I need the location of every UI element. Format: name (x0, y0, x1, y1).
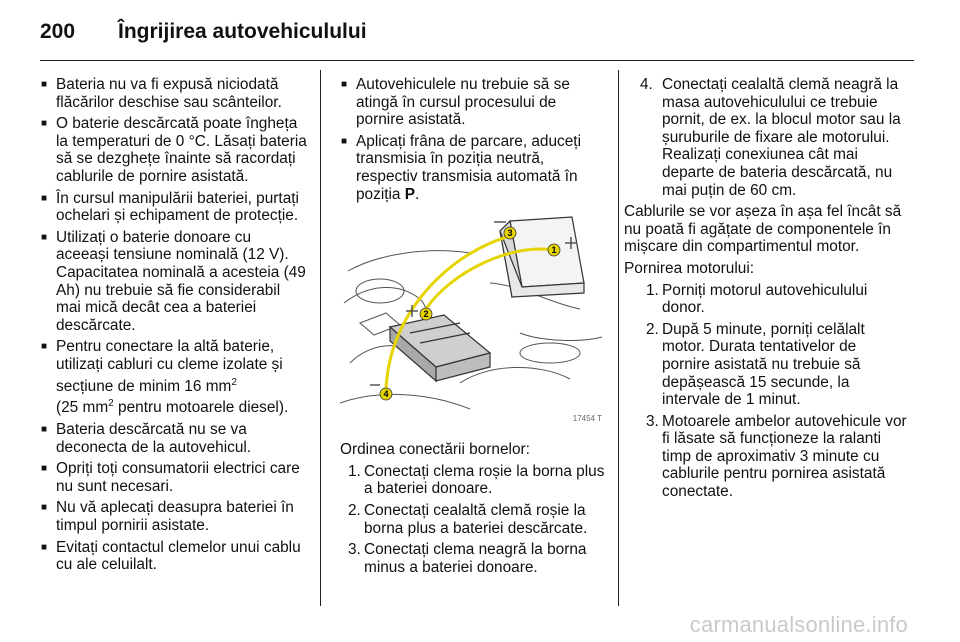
list-item: 1. Conectați clema roșie la borna plus a bateriei donoare. (348, 462, 605, 498)
start-steps (624, 282, 908, 501)
list-item: ■ Opriți toți consumatorii electrici care nu sunt necesari. (40, 460, 308, 495)
list-item: ■ Bateria descărcată nu se va deconecta de la autovehicul. (40, 421, 308, 456)
page-title: Îngrijirea autovehiculului (118, 20, 367, 43)
callout-2: 2 (423, 309, 429, 320)
list-item: ■ O baterie descărcată poate îngheța la temperaturi de 0 °C. Lăsați bateria să se dezghețe înainte să racordați cablurile de pornire asistată. (40, 115, 308, 185)
page-header (40, 16, 367, 48)
callout-3: 3 (507, 228, 513, 239)
cable-routing-note: Cablurile se vor așeza în așa fel încât să nu poată fi agățate de componentele în mișcare din compartimentul motor. (624, 203, 902, 256)
figure-code: 17454 T (572, 414, 602, 424)
list-item: ■ Evitați contactul clemelor unui cablu cu ale celuilalt. (40, 539, 308, 574)
jump-start-illustration (340, 213, 606, 427)
connection-steps (340, 463, 606, 577)
list-item: 3. Motoarele ambelor autovehicule vor fi lăsate să funcționeze la ralanti timp de aproximativ 3 minute cu cablurile pentru pornirea asistată conectate. (646, 412, 907, 501)
list-item: 2. După 5 minute, porniți celălalt motor. Durata tentativelor de pornire asistată nu trebuie să depășească 15 secunde, la intervale de 1 minut. (646, 320, 865, 409)
engine-bay-drawing (340, 213, 606, 427)
column-divider (618, 70, 619, 606)
list-item: ■ Aplicați frâna de parcare, aduceți transmisia în poziția neutră, respectiv transmisia automată în poziția P. (340, 133, 606, 203)
column-1 (40, 76, 308, 578)
list-item: ■ Nu vă aplecați deasupra bateriei în timpul pornirii asistate. (40, 499, 308, 534)
list-item: ■ În cursul manipulării bateriei, purtați ochelari și echipament de protecție. (40, 190, 308, 225)
callout-4: 4 (383, 389, 389, 400)
bullet-list-2 (340, 76, 606, 203)
page-number: 200 (40, 20, 76, 43)
start-heading: Pornirea motorului: (624, 259, 755, 277)
list-item: 2. Conectați cealaltă clemă roșie la borna plus a bateriei descărcate. (348, 501, 588, 537)
column-3 (624, 76, 908, 505)
order-heading: Ordinea conectării bornelor: (340, 441, 530, 459)
bullet-list-1 (40, 76, 308, 574)
header-rule (40, 60, 914, 61)
list-item: 3. Conectați clema neagră la borna minus a bateriei donoare. (348, 541, 587, 576)
watermark: carmanualsonline.info (689, 612, 908, 637)
callout-1: 1 (551, 245, 557, 256)
list-item: 1. Porniți motorul autovehiculului donor. (646, 281, 868, 317)
column-divider (320, 70, 321, 606)
list-item: ■ Bateria nu va fi expusă niciodată flăcărilor deschise sau scânteilor. (40, 76, 308, 111)
list-item: 4. Conectați cealaltă clemă neagră la masa autovehiculului ce trebuie pornit, de ex. la blocul motor sau la șuruburile de fixare ale motorului. Realizați conexiunea cât mai departe de bateria descărcată, nu mai puțin de 60 cm. (640, 76, 901, 199)
column-2 (340, 76, 606, 580)
list-item: ■ Pentru conectare la altă baterie, utilizați cabluri cu cleme izolate și secțiune de minim 16 $mm^2$ (25 $mm^2$ pentru motoarele diesel). (40, 338, 308, 417)
list-item: ■ Autovehiculele nu trebuie să se atingă în cursul procesului de pornire asistată. (340, 76, 606, 129)
connection-step-4 (624, 76, 908, 199)
list-item: ■ Utilizați o baterie donoare cu aceeași tensiune nominală (12 V). Capacitatea nominală a acesteia (49 Ah) nu trebuie să fie considerabil mai mică decât cea a bateriei descărcate. (40, 229, 308, 335)
